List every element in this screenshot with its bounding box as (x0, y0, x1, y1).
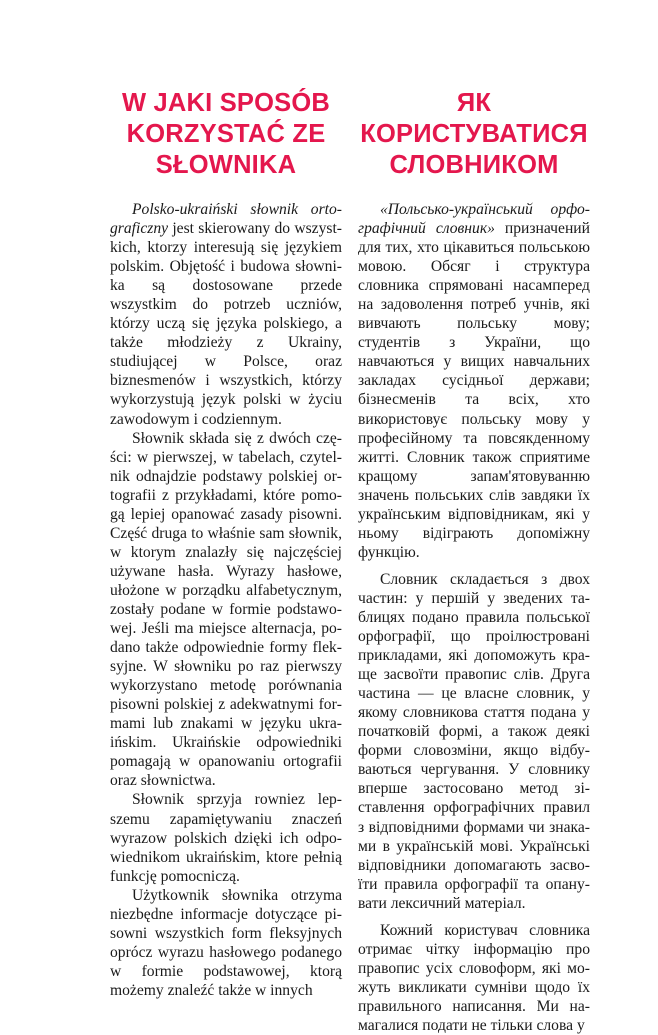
polish-heading (110, 88, 342, 181)
polish-heading-line: SŁOWNIKA (155, 151, 297, 179)
ukrainian-paragraph (358, 200, 590, 562)
polish-column (110, 88, 342, 1000)
ukrainian-heading-line: СЛОВНИКОМ (389, 151, 559, 179)
polish-paragraph (110, 790, 342, 885)
polish-heading-line: W JAKI SPOSÓB (121, 89, 331, 117)
paragraph-text: Словник складається з двох частин: у першій у зведених таблицях подано правила польської орфографії, що проілюстровані прикладами, які допоможуть краще засвоїти правопис слів. Друга частина — це власне словник, у якому словникова стаття подана у початковій формі, а також деякі форми словозміни, якщо відбуваються чергування. У словнику вперше застосовано метод зіставлення орфографічних правил з відповідними формами чи знаками в українській мові. Українські відповідники допомагають засвоїти правила орфографії та опанувати лексичний матеріал. (358, 570, 590, 912)
paragraph-text: Słownik sprzyja rowniez lepszemu zapamiętywaniu znaczeń wyrazow polskich dzięki ich odpowiednikom ukraińskim, ktore pełnią funkcję pomocniczą. (110, 791, 342, 885)
book-title-italic: «Польсько-український орфографічний словник» (358, 201, 590, 238)
polish-paragraph (110, 200, 342, 429)
paragraph-text: призначений для тих, хто цікавиться польською мовою. Обсяг і структура словника спрямовані насамперед на задоволення потреб учнів, які вивчають польську мову; студентів з України, що навчаються у вищих навчальних закладах сусідньої держави; бізнесменів та всіх, хто використовує польську мову у професійному та повсякденному житті. Словник також сприятиме кращому запам'ятовуванню значень польських слів завдяки їх українським відповідникам, які у ньому відіграють допоміжну функцію. (358, 220, 590, 561)
paragraph-text: Słownik składa się z dwóch części: w pierwszej, w tabelach, czytelnik odnajdzie podstawy polskiej ortografii z przykładami, które pomogą lepiej opanować zasady pisowni. Część druga to właśnie sam słownik, w ktorym znalazły się najczęściej używane hasła. Wyrazy hasłowe, ułożone w porządku alfabetycznym, zostały podane w formie podstawowej. Jeśli ma miejsce alternacja, podano także odpowiednie formy fleksyjne. W słowniku po raz pierwszy wykorzystano metodę porównania pisowni polskiej z adekwatnymi formami lub znakami w języku ukraińskim. Ukraińskie odpowiedniki pomagają w opanowaniu ortografii oraz słownictwa. (110, 429, 342, 790)
ukrainian-paragraph (358, 921, 590, 1035)
ukrainian-body (358, 200, 590, 1035)
ukrainian-paragraph (358, 570, 590, 913)
polish-paragraph (110, 886, 342, 1000)
ukrainian-heading-line: ЯК (456, 89, 492, 117)
ukrainian-column (358, 88, 590, 1035)
paragraph-text: Użytkownik słownika otrzyma niezbędne informacje dotyczące pisowni wszystkich form fleksyjnych oprócz wyrazu hasłowego podanego w formie podstawowej, ktorą możemy znaleźć także w innych (110, 886, 342, 999)
paragraph-text: jest skierowany do wszystkich, ktorzy interesują się językiem polskim. Objętość i budowa słownika są dostosowane przede wszystkim do potrzeb uczniów, którzy uczą się języka polskiego, a także młodzieży z Ukrainy, studiującej w Polsce, oraz biznesmenów i wszystkich, którzy wykorzystują język polski w życiu zawodowym i codziennym. (110, 220, 342, 428)
paragraph-text: Кожний користувач словника отримає чітку інформацію про правопис усіх словоформ, які можуть викликати сумніви щодо їх правильного написання. Ми намагалися подати не тільки слова у (358, 921, 590, 1034)
book-title-italic: Polsko-ukraiński słownik ortograficzny (110, 201, 342, 238)
ukrainian-heading (358, 88, 590, 181)
ukrainian-heading-line: КОРИСТУВАТИСЯ (360, 120, 588, 148)
polish-paragraph (110, 429, 342, 791)
polish-body (110, 200, 342, 1000)
polish-heading-line: KORZYSTAĆ ZE (126, 120, 326, 148)
